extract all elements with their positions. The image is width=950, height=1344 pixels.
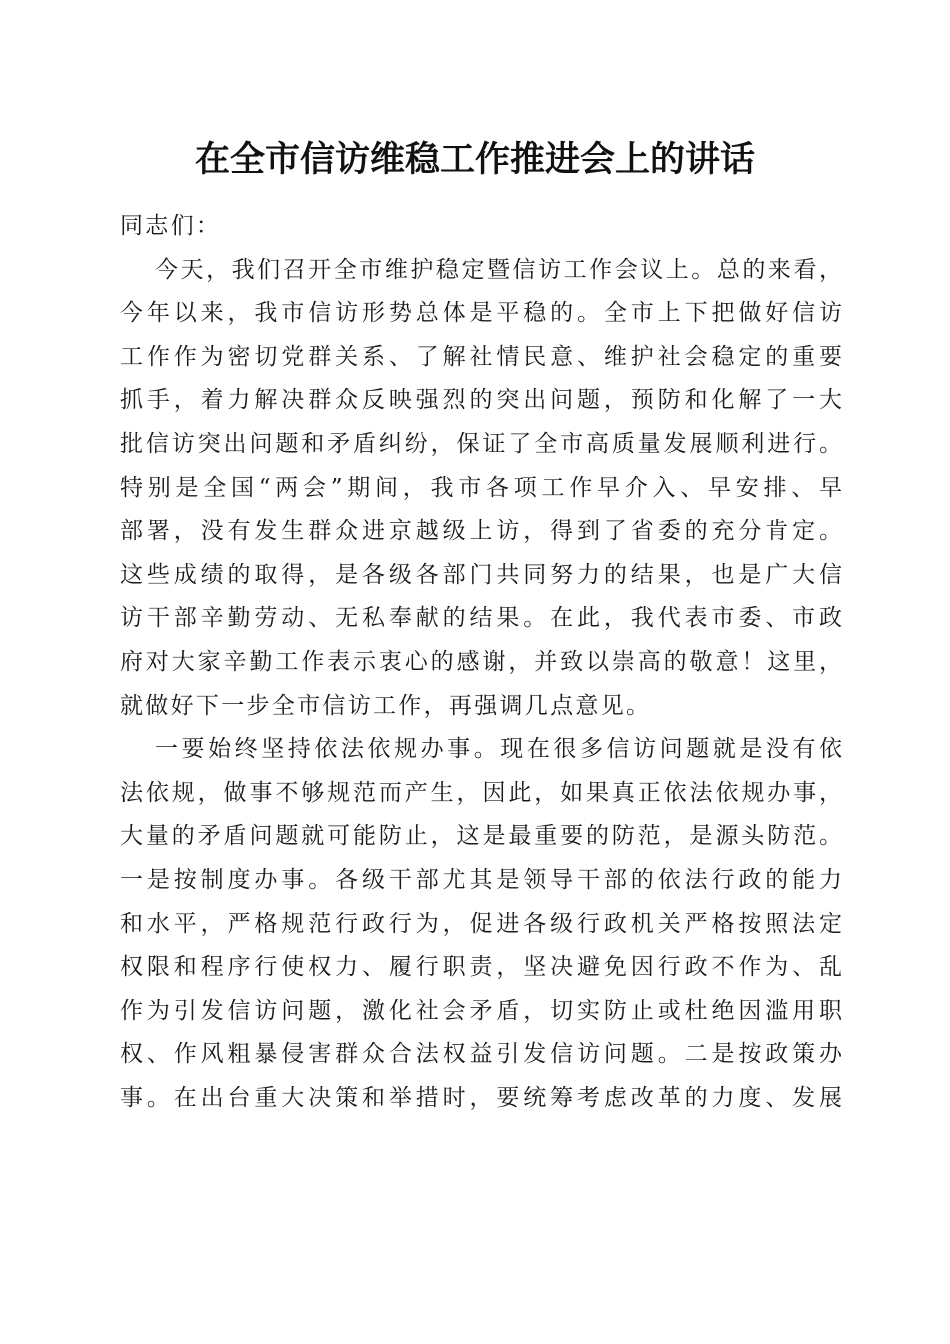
paragraph-2-line: 一是按制度办事。各级干部尤其是领导干部的依法行政的能力 — [120, 866, 842, 893]
paragraph-1-line: 这些成绩的取得，是各级各部门共同努力的结果，也是广大信 — [120, 561, 842, 588]
paragraph-1-line: 抓手，着力解决群众反映强烈的突出问题，预防和化解了一大 — [120, 387, 842, 414]
paragraph-1-line: 工作作为密切党群关系、了解社情民意、维护社会稳定的重要 — [120, 343, 842, 370]
document-body — [120, 205, 842, 1120]
paragraph-2-line: 事。在出台重大决策和举措时，要统筹考虑改革的力度、发展 — [120, 1084, 842, 1111]
paragraph-1-line: 批信访突出问题和矛盾纠纷，保证了全市高质量发展顺利进行。 — [120, 430, 842, 457]
paragraph-1-line: 特别是全国“两会”期间，我市各项工作早介入、早安排、早 — [120, 474, 842, 501]
paragraph-1-line: 今天，我们召开全市维护稳定暨信访工作会议上。总的来看， — [155, 256, 842, 283]
paragraph-2-line: 法依规，做事不够规范而产生，因此，如果真正依法依规办事， — [120, 779, 842, 806]
paragraph-1-line: 部署，没有发生群众进京越级上访，得到了省委的充分肯定。 — [120, 518, 842, 545]
paragraph-2-line: 大量的矛盾问题就可能防止，这是最重要的防范，是源头防范。 — [120, 823, 842, 850]
paragraph-2-line: 和水平，严格规范行政行为，促进各级行政机关严格按照法定 — [120, 910, 842, 937]
paragraph-1-line: 就做好下一步全市信访工作，再强调几点意见。 — [120, 692, 652, 719]
paragraph-1-line: 今年以来，我市信访形势总体是平稳的。全市上下把做好信访 — [120, 300, 842, 327]
paragraph-2-line: 权限和程序行使权力、履行职责，坚决避免因行政不作为、乱 — [120, 954, 842, 981]
paragraph-2-line: 一要始终坚持依法依规办事。现在很多信访问题就是没有依 — [155, 736, 842, 763]
paragraph-1-line: 访干部辛勤劳动、无私奉献的结果。在此，我代表市委、市政 — [120, 605, 842, 632]
paragraph-2-line: 权、作风粗暴侵害群众合法权益引发信访问题。二是按政策办 — [120, 1041, 842, 1068]
document-title: 在全市信访维稳工作推进会上的讲话 — [194, 140, 755, 180]
paragraph-1-line: 府对大家辛勤工作表示衷心的感谢，并致以崇高的敬意！这里， — [120, 648, 842, 675]
salutation: 同志们： — [120, 213, 222, 239]
paragraph-2-line: 作为引发信访问题，激化社会矛盾，切实防止或杜绝因滥用职 — [120, 997, 842, 1024]
